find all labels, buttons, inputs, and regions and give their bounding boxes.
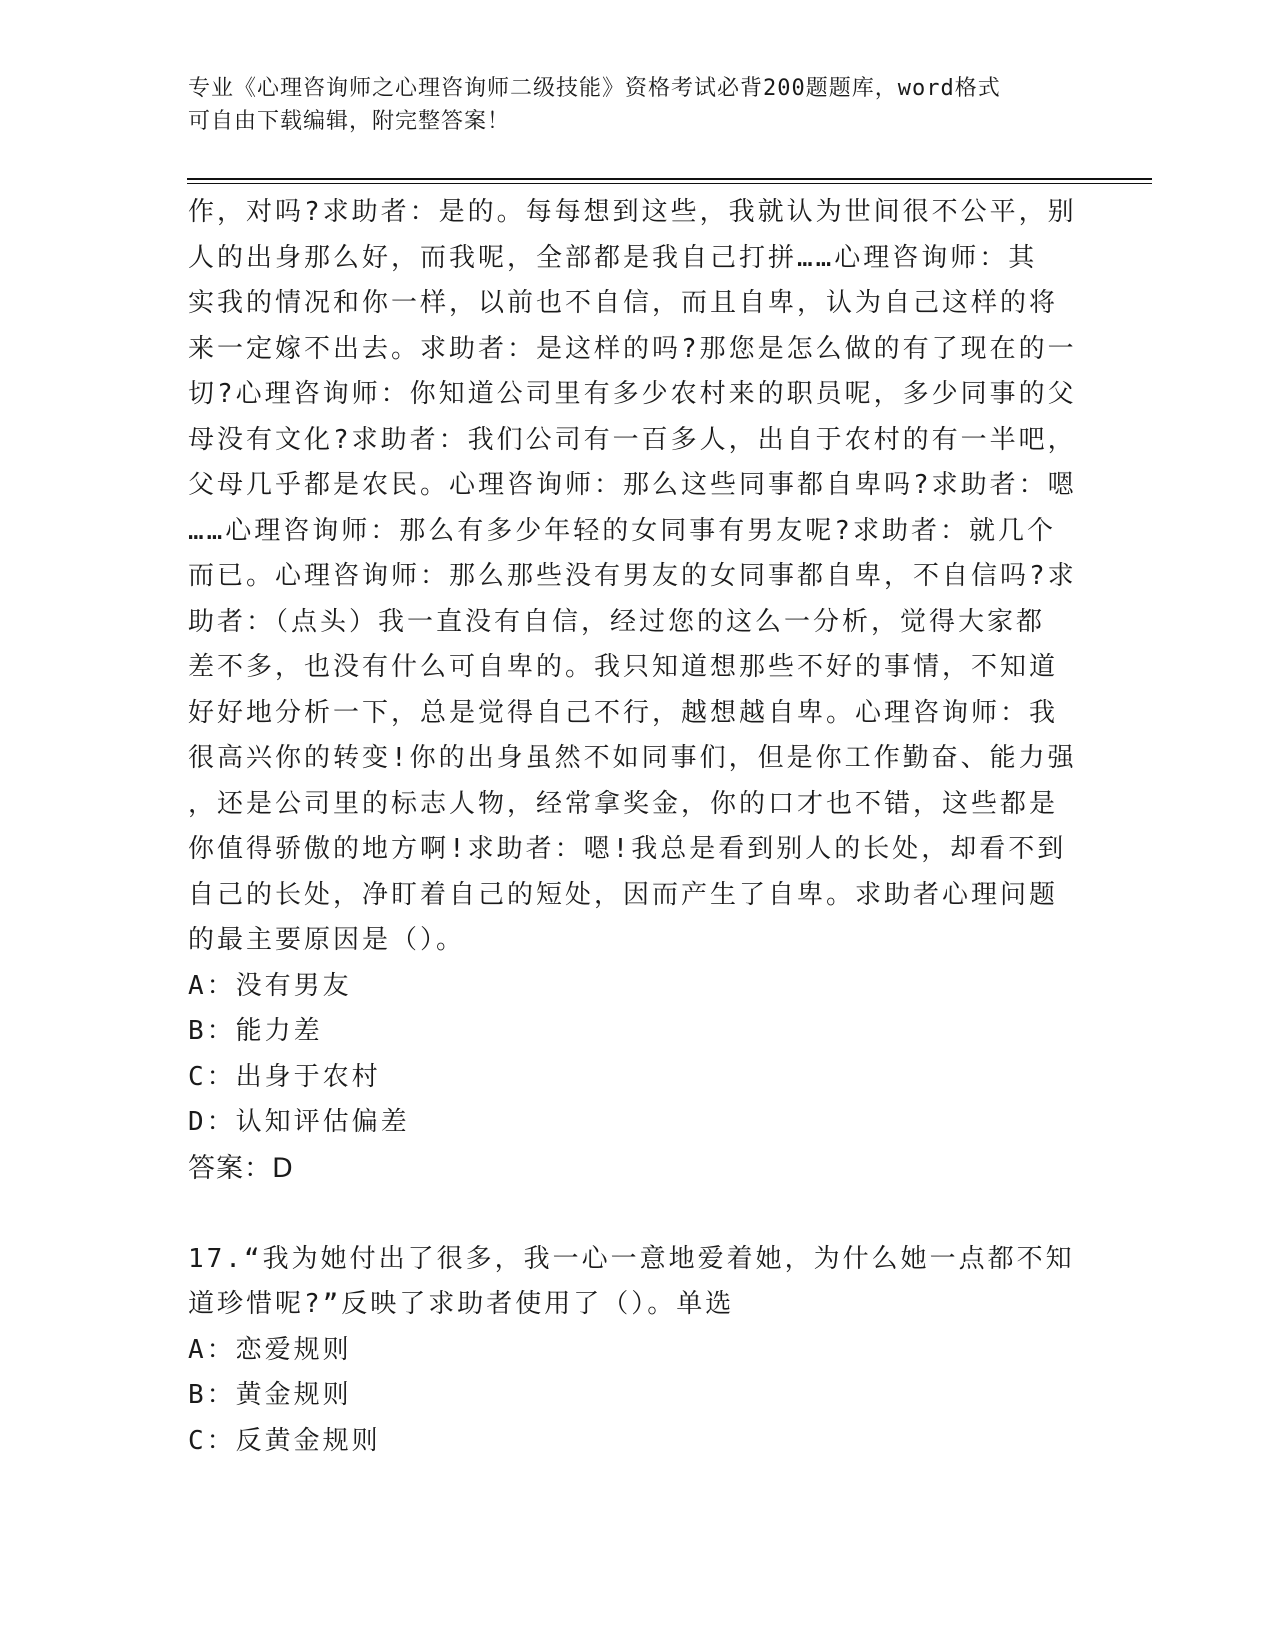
option-c: C：反黄金规则 [188,1425,381,1456]
option-b: B：黄金规则 [188,1380,352,1410]
stem-line: 实我的情况和你一样，以前也不自信，而且自卑，认为自己这样的将 [188,288,1059,318]
option-a: A：没有男友 [188,970,352,1001]
stem-line: 差不多，也没有什么可自卑的。我只知道想那些不好的事情，不知道 [188,652,1059,682]
option-a: A：恋爱规则 [188,1334,352,1365]
stem-line: 很高兴你的转变!你的出身虽然不如同事们，但是你工作勤奋、能力强 [188,743,1077,773]
page-header [188,72,1068,138]
question-stem [188,190,1088,964]
stem-line: 你值得骄傲的地方啊!求助者：嗯!我总是看到别人的长处，却看不到 [188,834,1067,864]
header-divider-thick [187,178,1152,180]
header-line: 专业《心理咨询师之心理咨询师二级技能》资格考试必背200题题库，word格式 [188,76,1001,101]
stem-line: 自己的长处，净盯着自己的短处，因而产生了自卑。求助者心理问题 [188,879,1059,910]
answer-label: 答案：D [188,1152,294,1184]
option-list [188,1328,1088,1465]
stem-line: ……心理咨询师：那么有多少年轻的女同事有男友呢?求助者：就几个 [188,515,1056,546]
question-spacer [188,1191,1088,1237]
question-stem [188,1237,1088,1328]
stem-line: 17.“我为她付出了很多，我一心一意地爱着她，为什么她一点都不知 [188,1243,1075,1274]
stem-line: 父母几乎都是农民。心理咨询师：那么这些同事都自卑吗?求助者：嗯 [188,470,1077,500]
stem-line: 助者：（点头）我一直没有自信，经过您的这么一分析，觉得大家都 [188,606,1046,637]
option-list [188,964,1088,1146]
stem-line: 人的出身那么好，而我呢，全部都是我自己打拼……心理咨询师：其 [188,242,1038,273]
stem-line: ，还是公司里的标志人物，经常拿奖金，你的口才也不错，这些都是 [188,788,1059,819]
document-body [188,190,1088,1464]
question-16 [188,190,1088,1191]
question-17 [188,1237,1088,1465]
stem-line: 而已。心理咨询师：那么那些没有男友的女同事都自卑，不自信吗?求 [188,561,1077,591]
option-b: B：能力差 [188,1016,323,1046]
stem-line: 母没有文化?求助者：我们公司有一百多人，出自于农村的有一半吧， [188,424,1077,455]
header-divider-thin [187,183,1152,184]
stem-line: 切?心理咨询师：你知道公司里有多少农村来的职员呢，多少同事的父 [188,379,1077,409]
stem-line: 好好地分析一下，总是觉得自己不行，越想越自卑。心理咨询师：我 [188,697,1059,728]
stem-line: 作，对吗?求助者：是的。每每想到这些，我就认为世间很不公平，别 [188,197,1077,227]
option-d: D：认知评估偏差 [188,1107,410,1137]
option-c: C：出身于农村 [188,1061,381,1092]
stem-line: 道珍惜呢?”反映了求助者使用了（）。单选 [188,1289,735,1319]
stem-line: 来一定嫁不出去。求助者：是这样的吗?那您是怎么做的有了现在的一 [188,333,1077,364]
header-line: 可自由下载编辑，附完整答案！ [188,109,511,134]
stem-line: 的最主要原因是（）。 [188,925,466,955]
